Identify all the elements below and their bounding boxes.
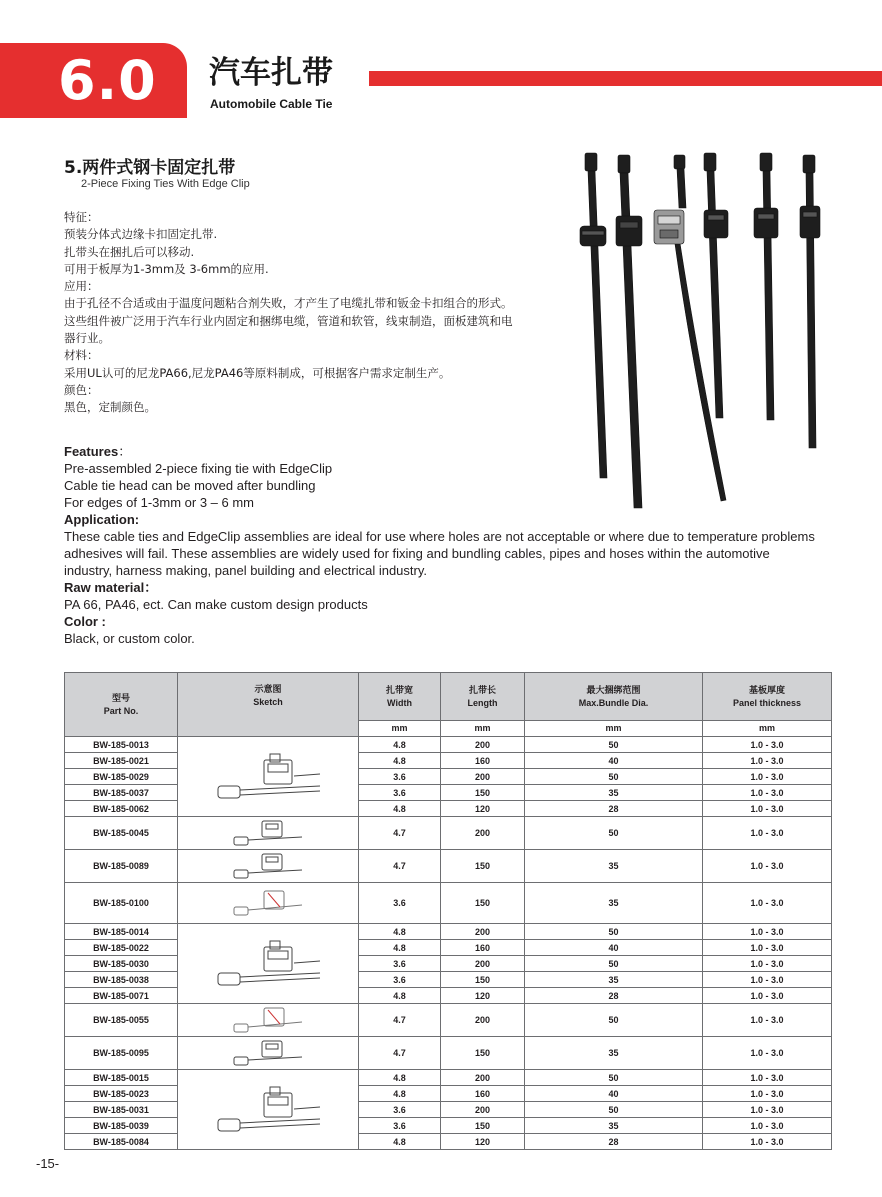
header-sketch-cn: 示意图 xyxy=(254,684,282,694)
cell-width: 4.8 xyxy=(359,1070,441,1086)
title-accent-bar xyxy=(369,71,882,86)
sketch-image xyxy=(178,883,359,924)
cell-bundle: 40 xyxy=(525,1086,703,1102)
color-text: Black, or custom color. xyxy=(64,631,195,646)
cell-part-no: BW-185-0045 xyxy=(65,817,178,850)
features-line: For edges of 1-3mm or 3 – 6 mm xyxy=(64,495,255,510)
cell-panel: 1.0 - 3.0 xyxy=(703,924,832,940)
cell-panel: 1.0 - 3.0 xyxy=(703,883,832,924)
cn-line: 颜色： xyxy=(64,382,99,397)
header-sketch xyxy=(178,673,359,737)
cn-line: 材料： xyxy=(64,348,99,363)
table-row xyxy=(65,1004,832,1037)
cell-length: 200 xyxy=(441,737,525,753)
cell-width: 4.8 xyxy=(359,1086,441,1102)
cell-length: 120 xyxy=(441,988,525,1004)
cn-line: 扎带头在捆扎后可以移动. xyxy=(64,244,195,259)
cell-part-no: BW-185-0100 xyxy=(65,883,178,924)
cell-length: 150 xyxy=(441,850,525,883)
cn-line: 黑色，定制颜色。 xyxy=(64,400,156,415)
cell-part-no: BW-185-0055 xyxy=(65,1004,178,1037)
cell-width: 3.6 xyxy=(359,785,441,801)
cell-bundle: 35 xyxy=(525,883,703,924)
cell-bundle: 35 xyxy=(525,1037,703,1070)
description-en xyxy=(64,443,854,647)
cell-part-no: BW-185-0095 xyxy=(65,1037,178,1070)
cell-panel: 1.0 - 3.0 xyxy=(703,817,832,850)
header-width-en: Width xyxy=(387,697,412,708)
cell-panel: 1.0 - 3.0 xyxy=(703,785,832,801)
sketch-image xyxy=(178,737,359,817)
cell-length: 200 xyxy=(441,1004,525,1037)
cell-part-no: BW-185-0029 xyxy=(65,769,178,785)
cell-bundle: 35 xyxy=(525,850,703,883)
cell-bundle: 28 xyxy=(525,801,703,817)
cell-part-no: BW-185-0030 xyxy=(65,956,178,972)
features-line: Cable tie head can be moved after bundling xyxy=(64,478,316,493)
cell-width: 4.7 xyxy=(359,1037,441,1070)
cell-length: 200 xyxy=(441,1070,525,1086)
cell-bundle: 50 xyxy=(525,769,703,785)
cell-part-no: BW-185-0084 xyxy=(65,1134,178,1150)
header-length xyxy=(441,673,525,721)
header-length-en: Length xyxy=(467,697,498,708)
cell-bundle: 40 xyxy=(525,940,703,956)
header-length-cn: 扎带长 xyxy=(468,684,496,695)
cell-part-no: BW-185-0031 xyxy=(65,1102,178,1118)
cell-width: 3.6 xyxy=(359,883,441,924)
cell-part-no: BW-185-0089 xyxy=(65,850,178,883)
cell-bundle: 28 xyxy=(525,988,703,1004)
header-width xyxy=(359,673,441,721)
sketch-image xyxy=(178,1004,359,1037)
page-number: -15- xyxy=(36,1156,60,1171)
application-line: industry, harness making, panel building and electrical industry. xyxy=(64,563,427,578)
unit-length: mm xyxy=(441,721,525,737)
cell-width: 4.7 xyxy=(359,1004,441,1037)
cell-part-no: BW-185-0023 xyxy=(65,1086,178,1102)
cell-panel: 1.0 - 3.0 xyxy=(703,1086,832,1102)
sketch-image xyxy=(178,850,359,883)
cell-width: 4.7 xyxy=(359,817,441,850)
cell-length: 160 xyxy=(441,940,525,956)
header-panel xyxy=(703,673,832,721)
spec-table-body xyxy=(65,737,832,1150)
cell-width: 4.8 xyxy=(359,801,441,817)
cell-part-no: BW-185-0039 xyxy=(65,1118,178,1134)
cn-line: 预装分体式边缘卡扣固定扎带. xyxy=(64,227,218,242)
cell-width: 4.8 xyxy=(359,1134,441,1150)
cell-panel: 1.0 - 3.0 xyxy=(703,850,832,883)
cell-length: 200 xyxy=(441,817,525,850)
header-part-no xyxy=(65,673,178,737)
features-line: Pre-assembled 2-piece fixing tie with EdgeClip xyxy=(64,461,333,476)
cn-line: 采用UL认可的尼龙PA66,尼龙PA46等原料制成，可根据客户需求定制生产。 xyxy=(64,365,451,380)
cell-bundle: 50 xyxy=(525,737,703,753)
cn-line: 器行业。 xyxy=(64,331,110,346)
cell-panel: 1.0 - 3.0 xyxy=(703,801,832,817)
table-row xyxy=(65,737,832,753)
cell-width: 3.6 xyxy=(359,956,441,972)
cell-length: 150 xyxy=(441,972,525,988)
cell-panel: 1.0 - 3.0 xyxy=(703,769,832,785)
raw-material-text: PA 66, PA46, ect. Can make custom design products xyxy=(64,597,368,612)
section-number: 6.0 xyxy=(58,49,157,112)
cell-part-no: BW-185-0013 xyxy=(65,737,178,753)
cell-panel: 1.0 - 3.0 xyxy=(703,737,832,753)
table-row xyxy=(65,850,832,883)
cn-line: 可用于板厚为1-3mm及 3-6mm的应用. xyxy=(64,261,269,276)
cell-bundle: 35 xyxy=(525,1118,703,1134)
page-title-cn: 汽车扎带 xyxy=(209,55,333,91)
cell-part-no: BW-185-0022 xyxy=(65,940,178,956)
cell-bundle: 50 xyxy=(525,924,703,940)
unit-panel: mm xyxy=(703,721,832,737)
cn-line: 应用： xyxy=(64,279,99,294)
header-panel-en: Panel thickness xyxy=(732,697,802,708)
cell-width: 4.7 xyxy=(359,850,441,883)
cell-panel: 1.0 - 3.0 xyxy=(703,972,832,988)
cell-length: 200 xyxy=(441,1102,525,1118)
cell-length: 150 xyxy=(441,1037,525,1070)
cell-bundle: 50 xyxy=(525,1004,703,1037)
spec-table xyxy=(64,672,832,1150)
cell-panel: 1.0 - 3.0 xyxy=(703,1070,832,1086)
cell-panel: 1.0 - 3.0 xyxy=(703,753,832,769)
cell-panel: 1.0 - 3.0 xyxy=(703,940,832,956)
cell-bundle: 35 xyxy=(525,972,703,988)
header-part-cn: 型号 xyxy=(111,692,130,703)
cell-length: 200 xyxy=(441,769,525,785)
cell-length: 120 xyxy=(441,801,525,817)
unit-bundle: mm xyxy=(525,721,703,737)
cn-line: 这些组件被广泛用于汽车行业内固定和捆绑电缆，管道和软管，线束制造，面板建筑和电 xyxy=(64,313,513,328)
cell-width: 4.8 xyxy=(359,940,441,956)
cell-length: 150 xyxy=(441,1118,525,1134)
cell-panel: 1.0 - 3.0 xyxy=(703,1102,832,1118)
header-panel-cn: 基板厚度 xyxy=(748,684,785,695)
cell-length: 200 xyxy=(441,956,525,972)
cell-width: 3.6 xyxy=(359,769,441,785)
header-bundle-en: Max.Bundle Dia. xyxy=(578,697,649,708)
cell-length: 160 xyxy=(441,1086,525,1102)
cell-width: 4.8 xyxy=(359,737,441,753)
cell-part-no: BW-185-0015 xyxy=(65,1070,178,1086)
product-title-cn: 5.两件式钢卡固定扎带 xyxy=(64,158,236,178)
cell-length: 200 xyxy=(441,924,525,940)
application-line: These cable ties and EdgeClip assemblies are ideal for use where holes are not acceptable or where due to temperature problems xyxy=(64,529,815,544)
unit-width: mm xyxy=(359,721,441,737)
table-row xyxy=(65,1037,832,1070)
cell-panel: 1.0 - 3.0 xyxy=(703,1118,832,1134)
description-cn xyxy=(64,209,584,417)
cell-part-no: BW-185-0021 xyxy=(65,753,178,769)
header-part-en: Part No. xyxy=(103,705,139,716)
cell-bundle: 50 xyxy=(525,1102,703,1118)
cell-bundle: 50 xyxy=(525,817,703,850)
cell-bundle: 40 xyxy=(525,753,703,769)
cell-width: 4.8 xyxy=(359,924,441,940)
cell-part-no: BW-185-0014 xyxy=(65,924,178,940)
cell-part-no: BW-185-0037 xyxy=(65,785,178,801)
sketch-image xyxy=(178,1070,359,1150)
page-title-en: Automobile Cable Tie xyxy=(210,97,333,111)
cell-part-no: BW-185-0062 xyxy=(65,801,178,817)
product-title-en: 2-Piece Fixing Ties With Edge Clip xyxy=(81,178,250,190)
table-row xyxy=(65,924,832,940)
cell-panel: 1.0 - 3.0 xyxy=(703,1004,832,1037)
sketch-image xyxy=(178,817,359,850)
features-heading: Features xyxy=(64,444,119,459)
sketch-image xyxy=(178,924,359,1004)
table-row xyxy=(65,883,832,924)
header-sketch-en: Sketch xyxy=(253,697,283,707)
cell-bundle: 28 xyxy=(525,1134,703,1150)
features-colon: ： xyxy=(118,444,132,459)
cell-bundle: 50 xyxy=(525,956,703,972)
cell-bundle: 35 xyxy=(525,785,703,801)
table-row xyxy=(65,1070,832,1086)
cell-part-no: BW-185-0038 xyxy=(65,972,178,988)
cell-width: 4.8 xyxy=(359,753,441,769)
cell-bundle: 50 xyxy=(525,1070,703,1086)
cell-width: 3.6 xyxy=(359,1118,441,1134)
application-line: adhesives will fail. These assemblies are widely used for fixing and bundling cables, pipes and hoses within the automotive xyxy=(64,546,770,561)
sketch-image xyxy=(178,1037,359,1070)
cell-length: 160 xyxy=(441,753,525,769)
table-row xyxy=(65,817,832,850)
cn-line: 特征： xyxy=(64,210,99,224)
application-heading: Application: xyxy=(64,512,140,527)
color-heading: Color : xyxy=(64,614,106,629)
cell-panel: 1.0 - 3.0 xyxy=(703,988,832,1004)
header-width-cn: 扎带宽 xyxy=(385,684,413,695)
cell-panel: 1.0 - 3.0 xyxy=(703,1134,832,1150)
cell-width: 3.6 xyxy=(359,972,441,988)
header-bundle-cn: 最大捆绑范围 xyxy=(586,684,641,695)
cn-line: 由于孔径不合适或由于温度问题粘合剂失败，才产生了电缆扎带和钣金卡扣组合的形式。 xyxy=(64,296,513,311)
header-bundle xyxy=(525,673,703,721)
cell-width: 3.6 xyxy=(359,1102,441,1118)
raw-material-heading: Raw material： xyxy=(64,580,158,595)
cell-part-no: BW-185-0071 xyxy=(65,988,178,1004)
cell-length: 150 xyxy=(441,785,525,801)
cell-length: 120 xyxy=(441,1134,525,1150)
cell-panel: 1.0 - 3.0 xyxy=(703,1037,832,1070)
cell-panel: 1.0 - 3.0 xyxy=(703,956,832,972)
cell-width: 4.8 xyxy=(359,988,441,1004)
cell-length: 150 xyxy=(441,883,525,924)
